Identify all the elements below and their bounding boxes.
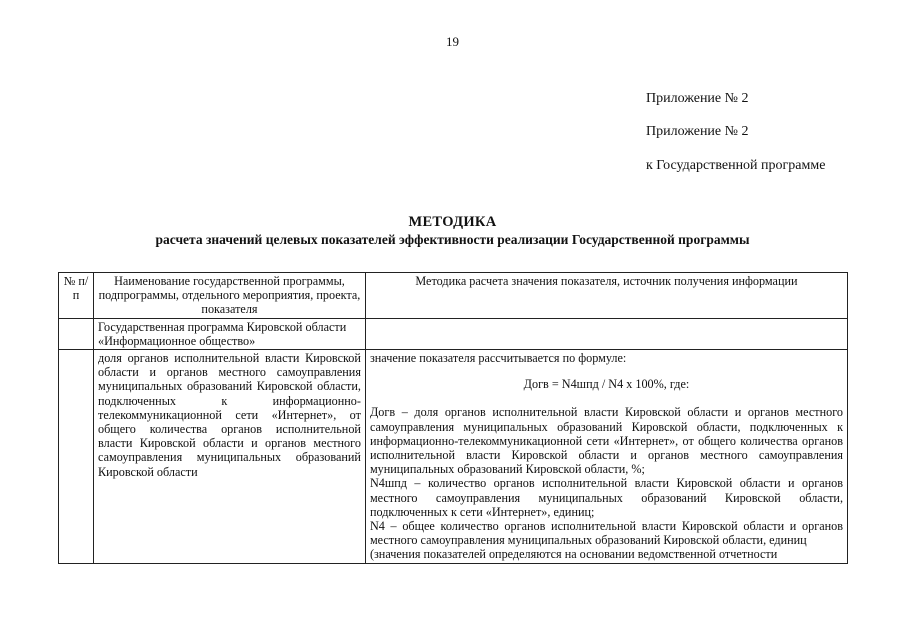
cell-method-empty	[365, 318, 847, 349]
cell-program-name: Государственная программа Кировской области «Информационное общество»	[94, 318, 366, 349]
method-formula: Догв = N4шпд / N4 х 100%, где:	[523, 377, 690, 392]
cell-method	[365, 350, 847, 564]
table-row	[59, 318, 848, 349]
header-name: Наименование государственной программы, подпрограммы, отдельного мероприятия, проекта, показателя	[94, 273, 366, 319]
appendix-label: Приложение № 2	[646, 91, 749, 106]
page-number: 19	[446, 34, 459, 49]
header-method: Методика расчета значения показателя, источник получения информации	[365, 273, 847, 319]
document-subtitle: расчета значений целевых показателей эффективности реализации Государственной программы	[155, 232, 750, 247]
method-definition-n4: N4 – общее количество органов исполнительной власти Кировской области и органов местного самоуправления муниципальных образований Кировской области, единиц	[369, 519, 843, 548]
header-number: № п/п	[59, 273, 94, 319]
method-source-note: (значения показателей определяются на основании ведомственной отчетности	[369, 547, 778, 562]
table-header-row	[59, 273, 848, 319]
method-definition-dogv: Догв – доля органов исполнительной власти Кировской области и органов местного самоуправления муниципальных образований Кировской области, подключенных к информационно-телекоммуникационной сети «Интернет», от общего количества органов исполнительной власти Кировской области и органов местного самоуправления муниципальных образований Кировской области, %;	[369, 405, 843, 477]
appendix-label-repeat: Приложение № 2	[646, 124, 749, 139]
cell-indicator-name: доля органов исполнительной власти Кировской области и органов местного самоуправления муниципальных образований Кировской области, подключенных к информационно-телекоммуникационной сети «Интернет», от общего количества органов исполнительной власти Кировской области и органов местного самоуправления муниципальных образований Кировской области	[94, 350, 366, 564]
cell-number	[59, 318, 94, 349]
methodology-table	[58, 272, 848, 564]
method-intro: значение показателя рассчитывается по формуле:	[369, 351, 627, 366]
document-title: МЕТОДИКА	[408, 214, 497, 230]
appendix-program-ref: к Государственной программе	[646, 158, 826, 173]
cell-number	[59, 350, 94, 564]
method-definition-n4shpd: N4шпд – количество органов исполнительной власти Кировской области и органов местного самоуправления муниципальных образований Кировской области, подключенных к сети «Интернет», единиц;	[369, 476, 843, 519]
table-row	[59, 350, 848, 564]
